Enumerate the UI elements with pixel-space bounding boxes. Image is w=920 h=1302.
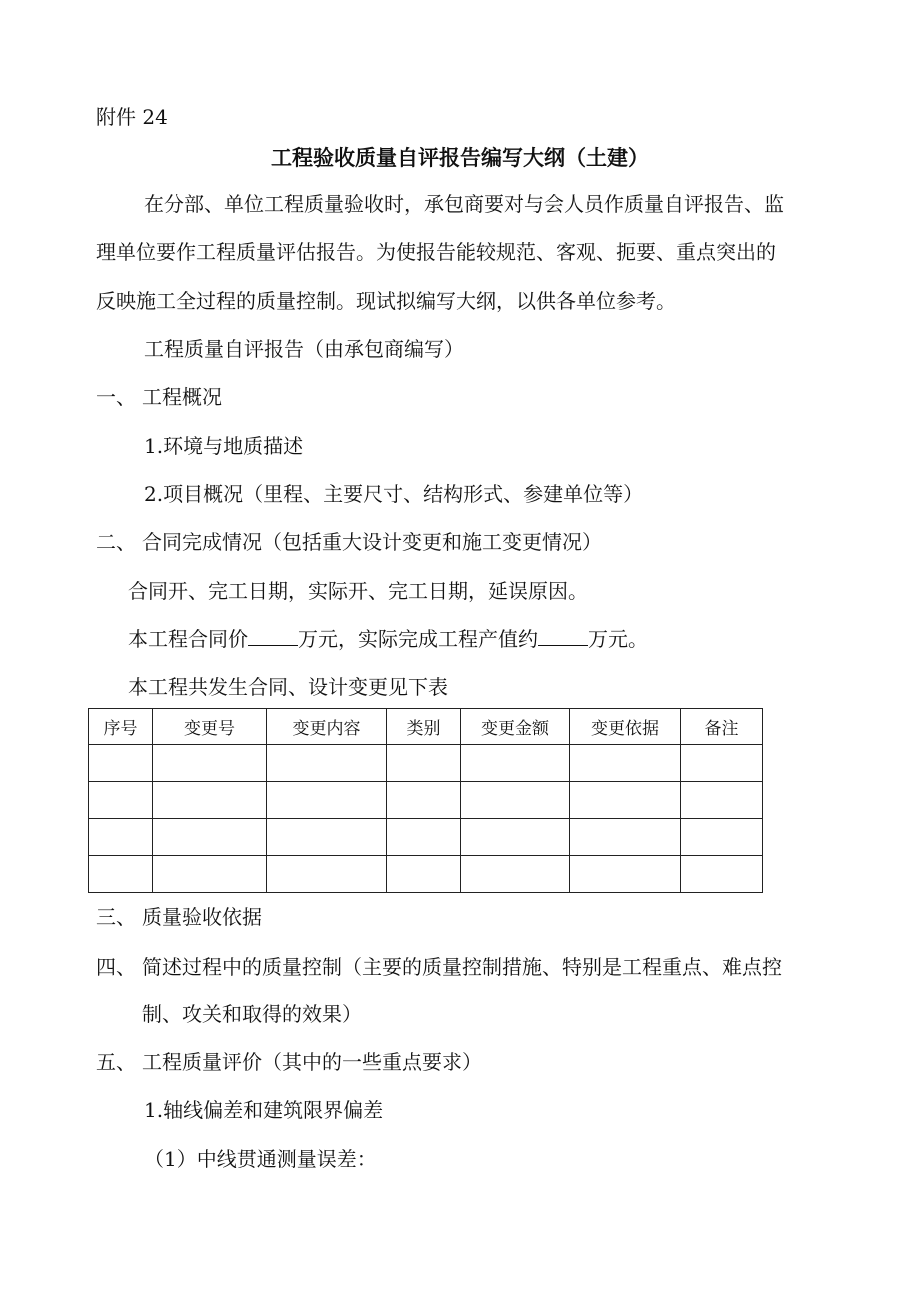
table-cell[interactable]	[267, 856, 387, 893]
header-cell: 变更内容	[267, 709, 387, 745]
section-title: 质量验收依据	[142, 905, 262, 929]
intro-line-2: 理单位要作工程质量评估报告。为使报告能较规范、客观、扼要、重点突出的	[96, 240, 776, 264]
header-cell: 类别	[387, 709, 461, 745]
table-cell[interactable]	[461, 782, 570, 819]
section-number: 三、	[96, 905, 136, 929]
section-title: 工程质量评价（其中的一些重点要求）	[142, 1050, 482, 1074]
table-cell[interactable]	[461, 856, 570, 893]
price-prefix: 本工程合同价	[128, 627, 248, 651]
contract-price-blank[interactable]	[248, 627, 298, 646]
table-row	[89, 745, 763, 782]
report-heading: 工程质量自评报告（由承包商编写）	[144, 337, 464, 361]
change-table	[88, 708, 763, 893]
table-cell[interactable]	[387, 745, 461, 782]
section-number: 二、	[96, 530, 136, 554]
intro-line-1: 在分部、单位工程质量验收时，承包商要对与会人员作质量自评报告、监	[144, 192, 784, 216]
table-cell[interactable]	[570, 745, 681, 782]
table-cell[interactable]	[89, 745, 153, 782]
table-row	[89, 856, 763, 893]
header-cell: 变更号	[153, 709, 267, 745]
table-cell[interactable]	[570, 856, 681, 893]
header-cell: 备注	[681, 709, 763, 745]
table-cell[interactable]	[153, 782, 267, 819]
table-cell[interactable]	[461, 745, 570, 782]
table-cell[interactable]	[267, 782, 387, 819]
section-5-heading	[96, 1048, 482, 1076]
section-2-price	[128, 625, 648, 653]
section-2-table-intro: 本工程共发生合同、设计变更见下表	[128, 675, 448, 699]
table-cell[interactable]	[681, 856, 763, 893]
table-cell[interactable]	[267, 745, 387, 782]
header-cell: 序号	[89, 709, 153, 745]
actual-value-blank[interactable]	[538, 627, 588, 646]
table-cell[interactable]	[89, 819, 153, 856]
section-2-dates: 合同开、完工日期，实际开、完工日期，延误原因。	[128, 579, 588, 603]
table-cell[interactable]	[387, 819, 461, 856]
table-cell[interactable]	[387, 782, 461, 819]
table-row	[89, 819, 763, 856]
section-1-heading	[96, 383, 222, 411]
price-mid: 万元，实际完成工程产值约	[298, 627, 538, 651]
section-4-continuation: 制、攻关和取得的效果）	[142, 1002, 362, 1026]
table-header-row	[89, 709, 763, 745]
section-number: 一、	[96, 385, 136, 409]
table-cell[interactable]	[681, 745, 763, 782]
section-title: 工程概况	[142, 385, 222, 409]
section-1-item-1: 1.环境与地质描述	[144, 434, 304, 458]
table-cell[interactable]	[89, 856, 153, 893]
attachment-label: 附件 24	[96, 105, 168, 129]
table-row	[89, 782, 763, 819]
table-cell[interactable]	[267, 819, 387, 856]
section-number: 五、	[96, 1050, 136, 1074]
intro-line-3: 反映施工全过程的质量控制。现试拟编写大纲，以供各单位参考。	[96, 289, 676, 313]
header-cell: 变更依据	[570, 709, 681, 745]
table-cell[interactable]	[570, 819, 681, 856]
section-number: 四、	[96, 955, 136, 979]
table-cell[interactable]	[461, 819, 570, 856]
table-cell[interactable]	[153, 819, 267, 856]
table-cell[interactable]	[89, 782, 153, 819]
document-title: 工程验收质量自评报告编写大纲（土建）	[271, 145, 649, 170]
section-title: 合同完成情况（包括重大设计变更和施工变更情况）	[142, 530, 602, 554]
table-cell[interactable]	[681, 782, 763, 819]
table-cell[interactable]	[153, 745, 267, 782]
header-cell: 变更金额	[461, 709, 570, 745]
section-2-heading	[96, 528, 602, 556]
section-title: 简述过程中的质量控制（主要的质量控制措施、特别是工程重点、难点控	[142, 955, 782, 979]
section-3-heading	[96, 903, 262, 931]
table-cell[interactable]	[387, 856, 461, 893]
section-1-item-2: 2.项目概况（里程、主要尺寸、结构形式、参建单位等）	[144, 482, 644, 506]
section-5-sub-1: （1）中线贯通测量误差：	[144, 1147, 377, 1171]
section-5-item-1: 1.轴线偏差和建筑限界偏差	[144, 1098, 384, 1122]
table-cell[interactable]	[570, 782, 681, 819]
table-cell[interactable]	[681, 819, 763, 856]
table-cell[interactable]	[153, 856, 267, 893]
price-suffix: 万元。	[588, 627, 648, 651]
section-4-heading	[96, 953, 782, 981]
